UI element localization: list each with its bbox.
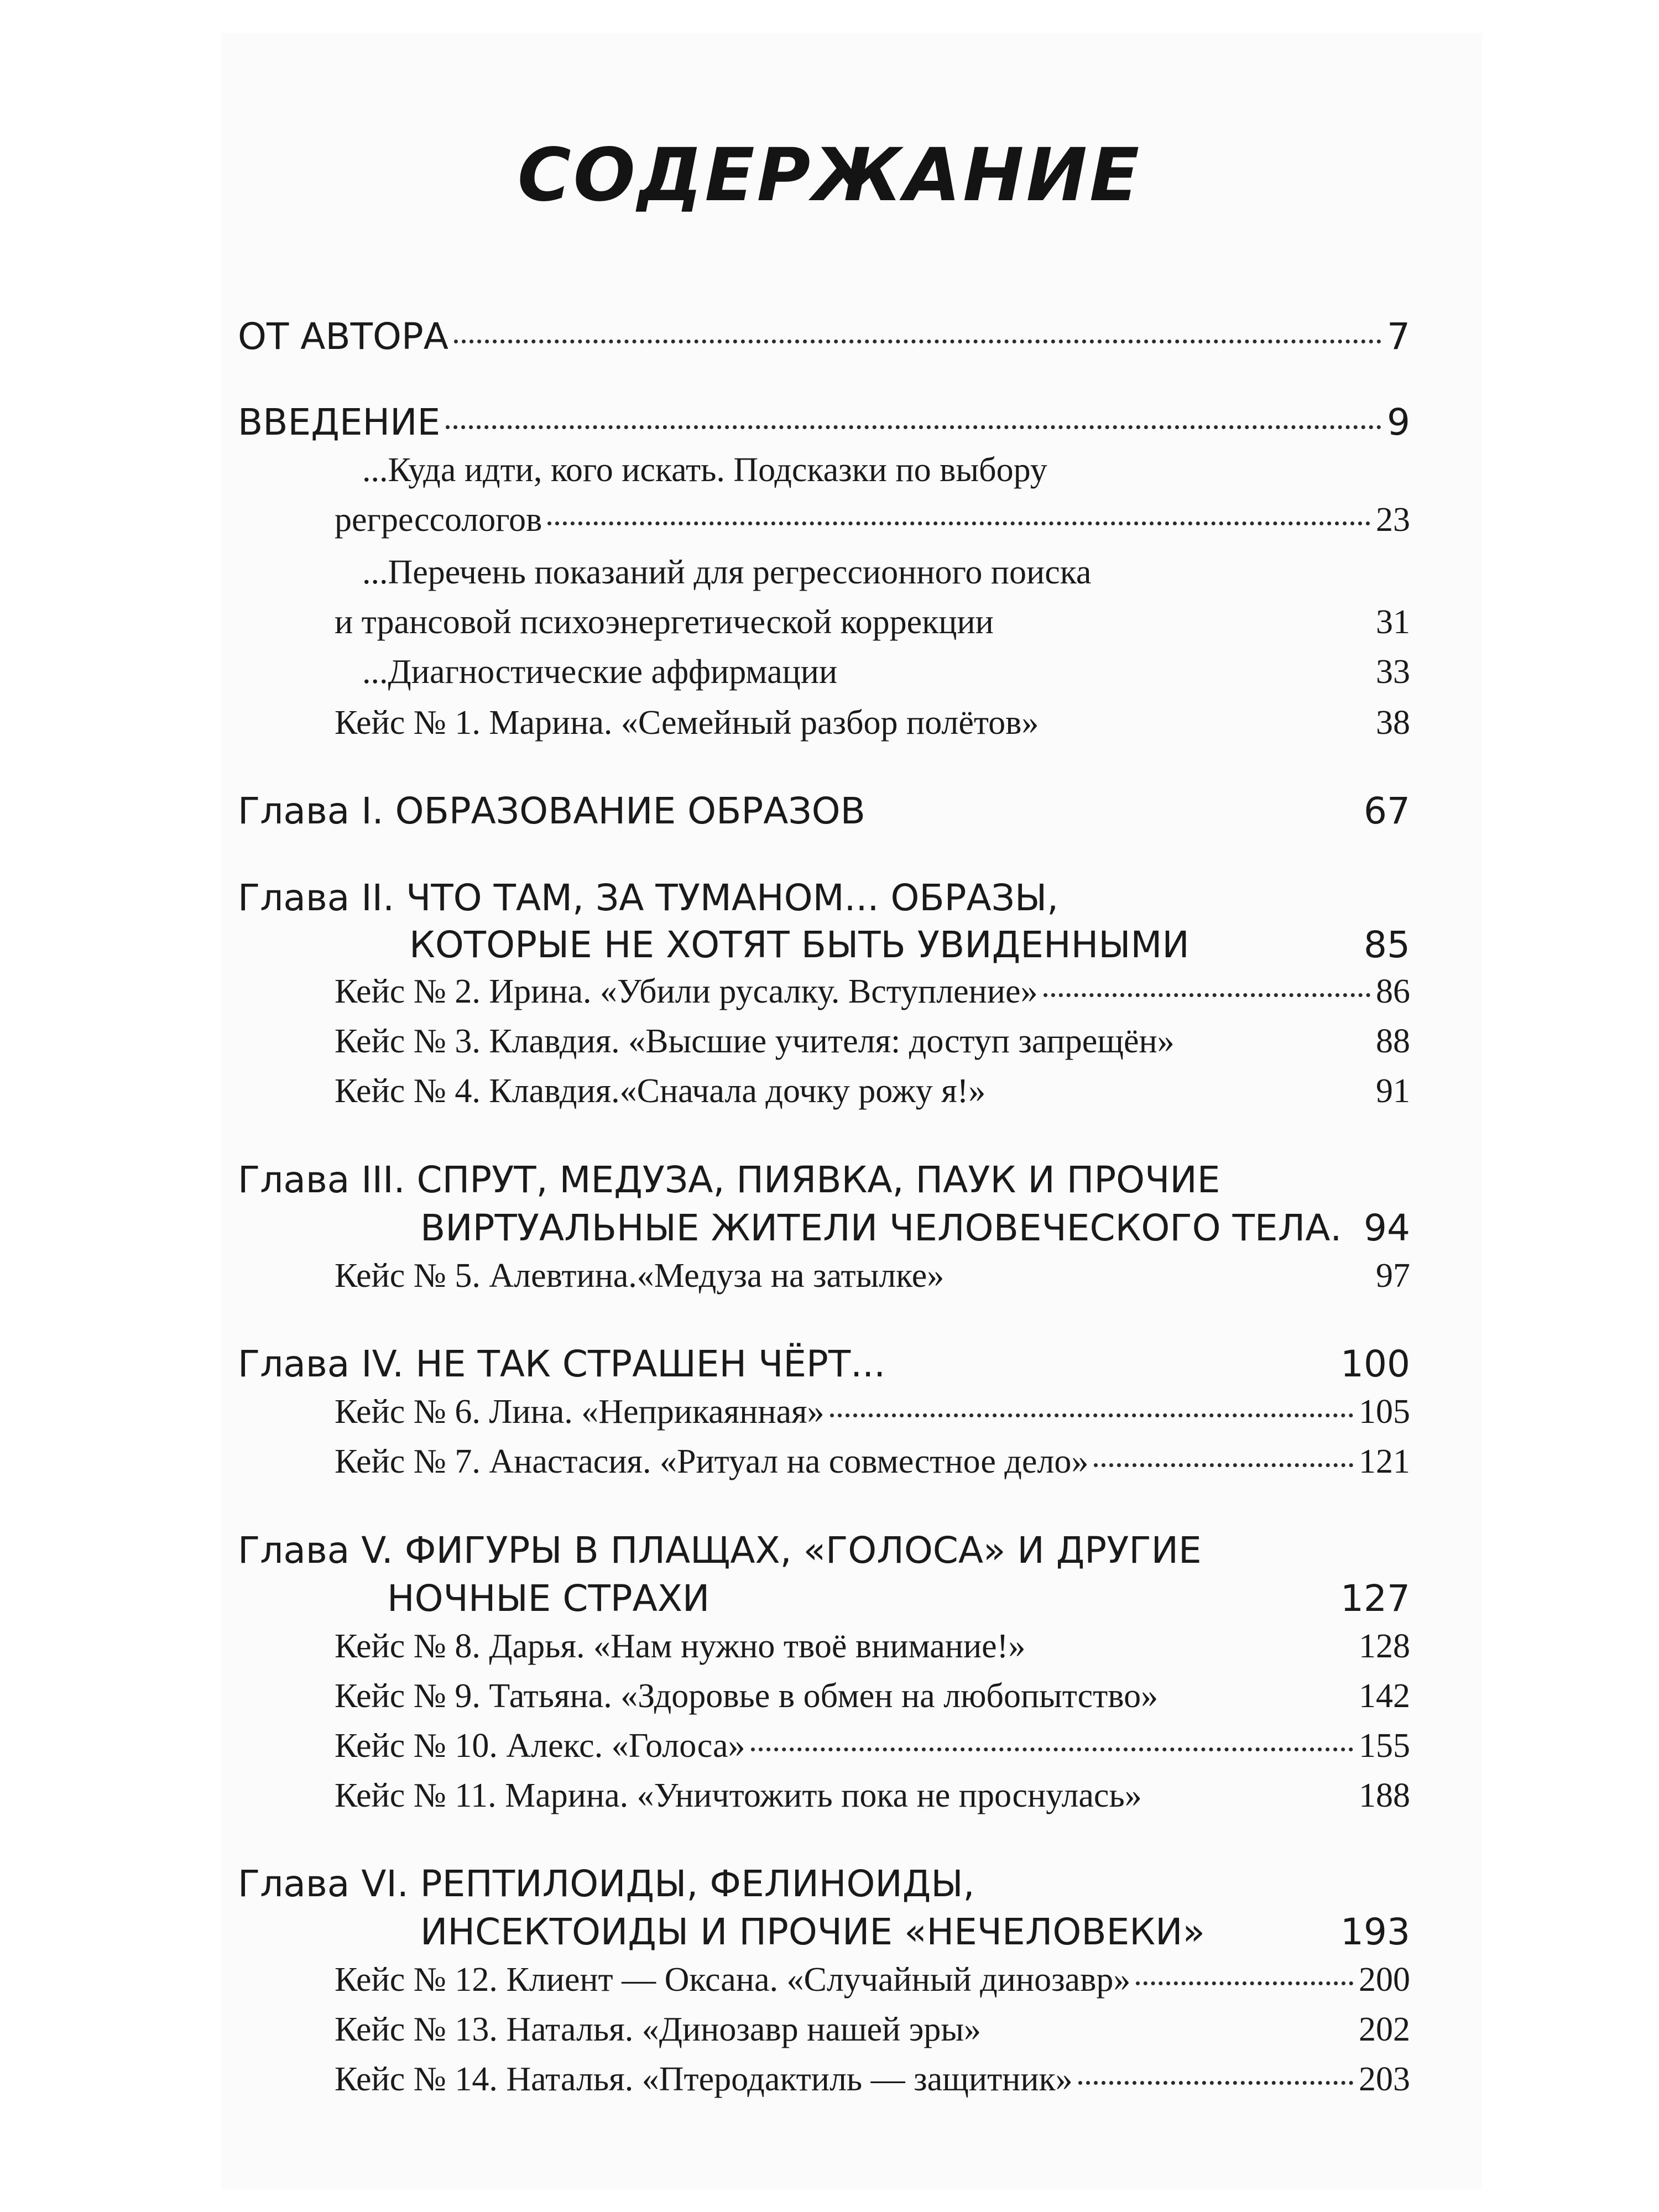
toc-entry-case-10 <box>335 1726 1410 1766</box>
toc-entry-label: Глава II. ЧТО ТАМ, ЗА ТУМАНОМ... ОБРАЗЫ, <box>238 877 1059 919</box>
toc-entry-case-6 <box>335 1392 1410 1432</box>
toc-entry-case-4 <box>335 1072 1410 1111</box>
toc-entry-chapter-3-cont <box>420 1207 1410 1249</box>
toc-entry-label: Кейс № 7. Анастасия. «Ритуал на совместное дело» <box>335 1443 1089 1480</box>
toc-entry-chapter-5 <box>238 1529 1410 1572</box>
toc-entry-label: Глава V. ФИГУРЫ В ПЛАЩАХ, «ГОЛОСА» И ДРУГИЕ <box>238 1529 1202 1572</box>
toc-entry-label: Глава VI. РЕПТИЛОИДЫ, ФЕЛИНОИДЫ, <box>238 1863 975 1905</box>
toc-entry-label-cont: регрессологов <box>335 501 542 539</box>
toc-entry-case-3 <box>335 1022 1410 1061</box>
toc-entry-label: ...Куда идти, кого искать. Подсказки по выбору <box>362 451 1047 489</box>
toc-entry-label: ОТ АВТОРА <box>238 315 448 358</box>
toc-entry-page: 33 <box>1376 653 1410 691</box>
toc-entry-page: 105 <box>1359 1393 1410 1431</box>
toc-entry-label-cont: ВИРТУАЛЬНЫЕ ЖИТЕЛИ ЧЕЛОВЕЧЕСКОГО ТЕЛА. <box>420 1207 1342 1249</box>
toc-entry-page: 200 <box>1359 1961 1410 1999</box>
toc-entry-label: Кейс № 5. Алевтина.«Медуза на затылке» <box>335 1257 945 1295</box>
leader-dots <box>454 340 1381 343</box>
toc-entry-chapter-1 <box>238 790 1410 832</box>
leader-dots <box>547 521 1370 525</box>
toc-entry-page: 202 <box>1359 2011 1410 2048</box>
toc-entry-regressologists <box>335 500 1410 540</box>
toc-entry-page: 127 <box>1340 1577 1410 1620</box>
toc-entry-page: 31 <box>1376 603 1410 641</box>
toc-entry-chapter-2 <box>238 877 1410 919</box>
toc-entry-page: 100 <box>1340 1343 1410 1385</box>
toc-entry-label: ...Перечень показаний для регрессионного поиска <box>362 554 1092 591</box>
toc-entry-label-cont: и трансовой психоэнергетической коррекции <box>335 603 994 641</box>
toc-entry-label-cont: ИНСЕКТОИДЫ И ПРОЧИЕ «НЕЧЕЛОВЕКИ» <box>420 1911 1205 1953</box>
toc-entry-page: 67 <box>1364 790 1410 832</box>
toc-entry-chapter-2-cont <box>409 924 1410 966</box>
toc-entry-label: Кейс № 1. Марина. «Семейный разбор полётов» <box>335 704 1039 742</box>
leader-dots <box>751 1747 1353 1751</box>
toc-entry-page: 128 <box>1359 1627 1410 1665</box>
toc-entry-label: Глава IV. НЕ ТАК СТРАШЕН ЧЁРТ... <box>238 1343 886 1385</box>
toc-entry-label: Кейс № 2. Ирина. «Убили русалку. Вступление» <box>335 973 1038 1010</box>
toc-entry-label-cont: КОТОРЫЕ НЕ ХОТЯТ БЫТЬ УВИДЕННЫМИ <box>409 924 1190 966</box>
toc-entry-from-author <box>238 315 1410 358</box>
toc-entry-case-7 <box>335 1442 1410 1481</box>
toc-entry-first-line <box>335 553 1410 592</box>
toc-entry-page: 193 <box>1340 1911 1410 1953</box>
toc-entry-label: Кейс № 11. Марина. «Уничтожить пока не проснулась» <box>335 1777 1142 1814</box>
toc-entry-case-1 <box>335 703 1410 743</box>
toc-entry-indications <box>335 603 1410 642</box>
leader-dots <box>1078 2081 1353 2085</box>
toc-entry-page: 142 <box>1359 1677 1410 1715</box>
toc-entry-introduction <box>238 401 1410 444</box>
toc-entry-label: Кейс № 9. Татьяна. «Здоровье в обмен на любопытство» <box>335 1677 1159 1715</box>
toc-entry-case-9 <box>335 1677 1410 1716</box>
leader-dots <box>1136 1981 1353 1985</box>
toc-entry-page: 86 <box>1376 973 1410 1010</box>
toc-entry-label: Кейс № 6. Лина. «Неприкаянная» <box>335 1393 825 1431</box>
toc-entry-label: Глава I. ОБРАЗОВАНИЕ ОБРАЗОВ <box>238 790 865 832</box>
toc-entry-case-2 <box>335 972 1410 1011</box>
toc-entry-page: 9 <box>1387 401 1410 444</box>
toc-entry-label: Кейс № 12. Клиент — Оксана. «Случайный динозавр» <box>335 1961 1131 1999</box>
toc-entry-chapter-3 <box>238 1159 1410 1201</box>
toc-entry-case-5 <box>335 1256 1410 1296</box>
toc-entry-label: Глава III. СПРУТ, МЕДУЗА, ПИЯВКА, ПАУК И ПРОЧИЕ <box>238 1159 1220 1201</box>
toc-entry-affirmations <box>335 653 1410 692</box>
toc-entry-page: 38 <box>1376 704 1410 742</box>
toc-entry-page: 91 <box>1376 1072 1410 1110</box>
toc-entry-page: 121 <box>1359 1443 1410 1480</box>
toc-entry-page: 188 <box>1359 1777 1410 1814</box>
toc-entry-label: Кейс № 8. Дарья. «Нам нужно твоё внимание!» <box>335 1627 1026 1665</box>
toc-entry-label: Кейс № 13. Наталья. «Динозавр нашей эры» <box>335 2011 982 2048</box>
toc-entry-page: 203 <box>1359 2060 1410 2098</box>
toc-entry-label: Кейс № 4. Клавдия.«Сначала дочку рожу я!» <box>335 1072 986 1110</box>
toc-entry-label-cont: НОЧНЫЕ СТРАХИ <box>387 1577 710 1620</box>
toc-entry-label: ...Диагностические аффирмации <box>362 653 838 691</box>
toc-entry-case-13 <box>335 2010 1410 2049</box>
toc-entry-case-11 <box>335 1776 1410 1815</box>
toc-entry-case-14 <box>335 2060 1410 2099</box>
toc-entry-case-12 <box>335 1960 1410 2000</box>
leader-dots <box>1094 1463 1353 1467</box>
toc-entry-chapter-6 <box>238 1863 1410 1905</box>
toc-entry-label: Кейс № 3. Клавдия. «Высшие учителя: доступ запрещён» <box>335 1022 1175 1060</box>
toc-entry-label: Кейс № 14. Наталья. «Птеродактиль — защитник» <box>335 2060 1073 2098</box>
toc-entry-case-8 <box>335 1627 1410 1666</box>
toc-entry-page: 23 <box>1376 501 1410 539</box>
toc-entry-page: 97 <box>1376 1257 1410 1295</box>
toc-entry-chapter-6-cont <box>420 1911 1410 1953</box>
toc-entry-chapter-5-cont <box>387 1577 1410 1620</box>
leader-dots <box>1044 993 1370 997</box>
toc-entry-page: 7 <box>1387 315 1410 358</box>
toc-entry-chapter-4 <box>238 1343 1410 1385</box>
toc-entry-page: 85 <box>1364 924 1410 966</box>
toc-entry-label: Кейс № 10. Алекс. «Голоса» <box>335 1727 745 1765</box>
toc-entry-label: ВВЕДЕНИЕ <box>238 401 441 444</box>
page-title: СОДЕРЖАНИЕ <box>517 133 1142 218</box>
toc-entry-page: 88 <box>1376 1022 1410 1060</box>
toc-entry-page: 155 <box>1359 1727 1410 1765</box>
leader-dots <box>446 425 1381 429</box>
toc-entry-page: 94 <box>1364 1207 1410 1249</box>
toc-entry-first-line <box>335 451 1410 490</box>
leader-dots <box>830 1413 1353 1417</box>
